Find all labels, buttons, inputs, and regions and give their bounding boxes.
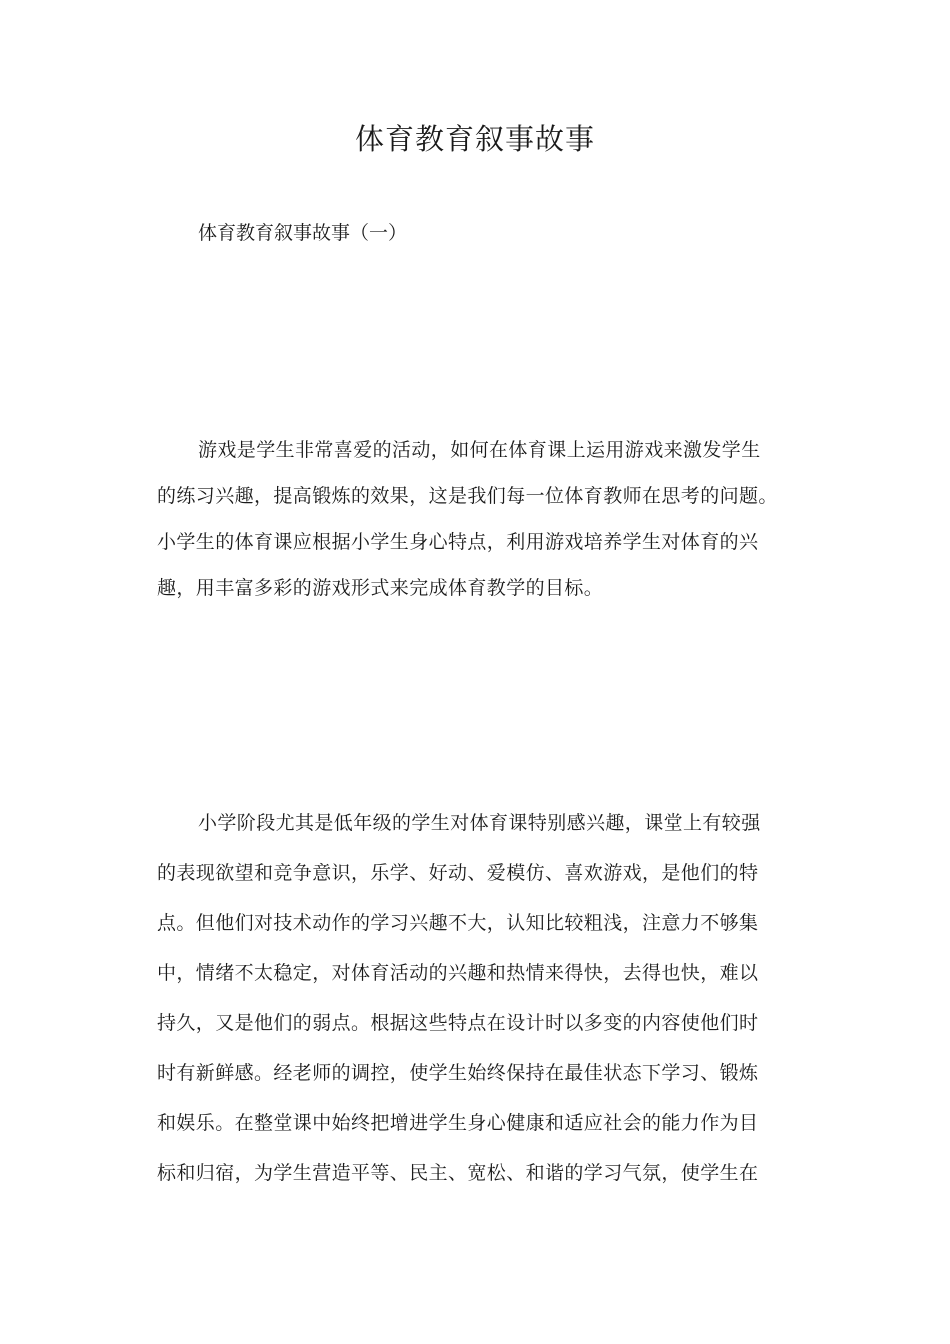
paragraph-line: 的练习兴趣，提高锻炼的效果，这是我们每一位体育教师在思考的问题。: [157, 485, 778, 507]
paragraph-line: 小学阶段尤其是低年级的学生对体育课特别感兴趣，课堂上有较强: [198, 812, 761, 834]
paragraph-line: 游戏是学生非常喜爱的活动，如何在体育课上运用游戏来激发学生: [198, 439, 761, 461]
paragraph-line: 时有新鲜感。经老师的调控，使学生始终保持在最佳状态下学习、锻炼: [157, 1062, 759, 1084]
paragraph-line: 持久，又是他们的弱点。根据这些特点在设计时以多变的内容使他们时: [157, 1012, 759, 1034]
paragraph-line: 趣，用丰富多彩的游戏形式来完成体育教学的目标。: [157, 577, 604, 599]
paragraph-line: 和娱乐。在整堂课中始终把增进学生身心健康和适应社会的能力作为目: [157, 1112, 759, 1134]
paragraph-line: 标和归宿，为学生营造平等、民主、宽松、和谐的学习气氛，使学生在: [157, 1162, 759, 1184]
section-heading: 体育教育叙事故事（一）: [198, 222, 408, 244]
paragraph-line: 小学生的体育课应根据小学生身心特点，利用游戏培养学生对体育的兴: [157, 531, 759, 553]
paragraph-line: 的表现欲望和竞争意识，乐学、好动、爱模仿、喜欢游戏，是他们的特: [157, 862, 759, 884]
paragraph-line: 点。但他们对技术动作的学习兴趣不大，认知比较粗浅，注意力不够集: [157, 912, 759, 934]
paragraph-1: [157, 427, 807, 611]
paragraph-line: 中，情绪不太稳定，对体育活动的兴趣和热情来得快，去得也快，难以: [157, 962, 759, 984]
paragraph-2: [157, 798, 807, 1198]
document-title: 体育教育叙事故事: [354, 122, 595, 156]
